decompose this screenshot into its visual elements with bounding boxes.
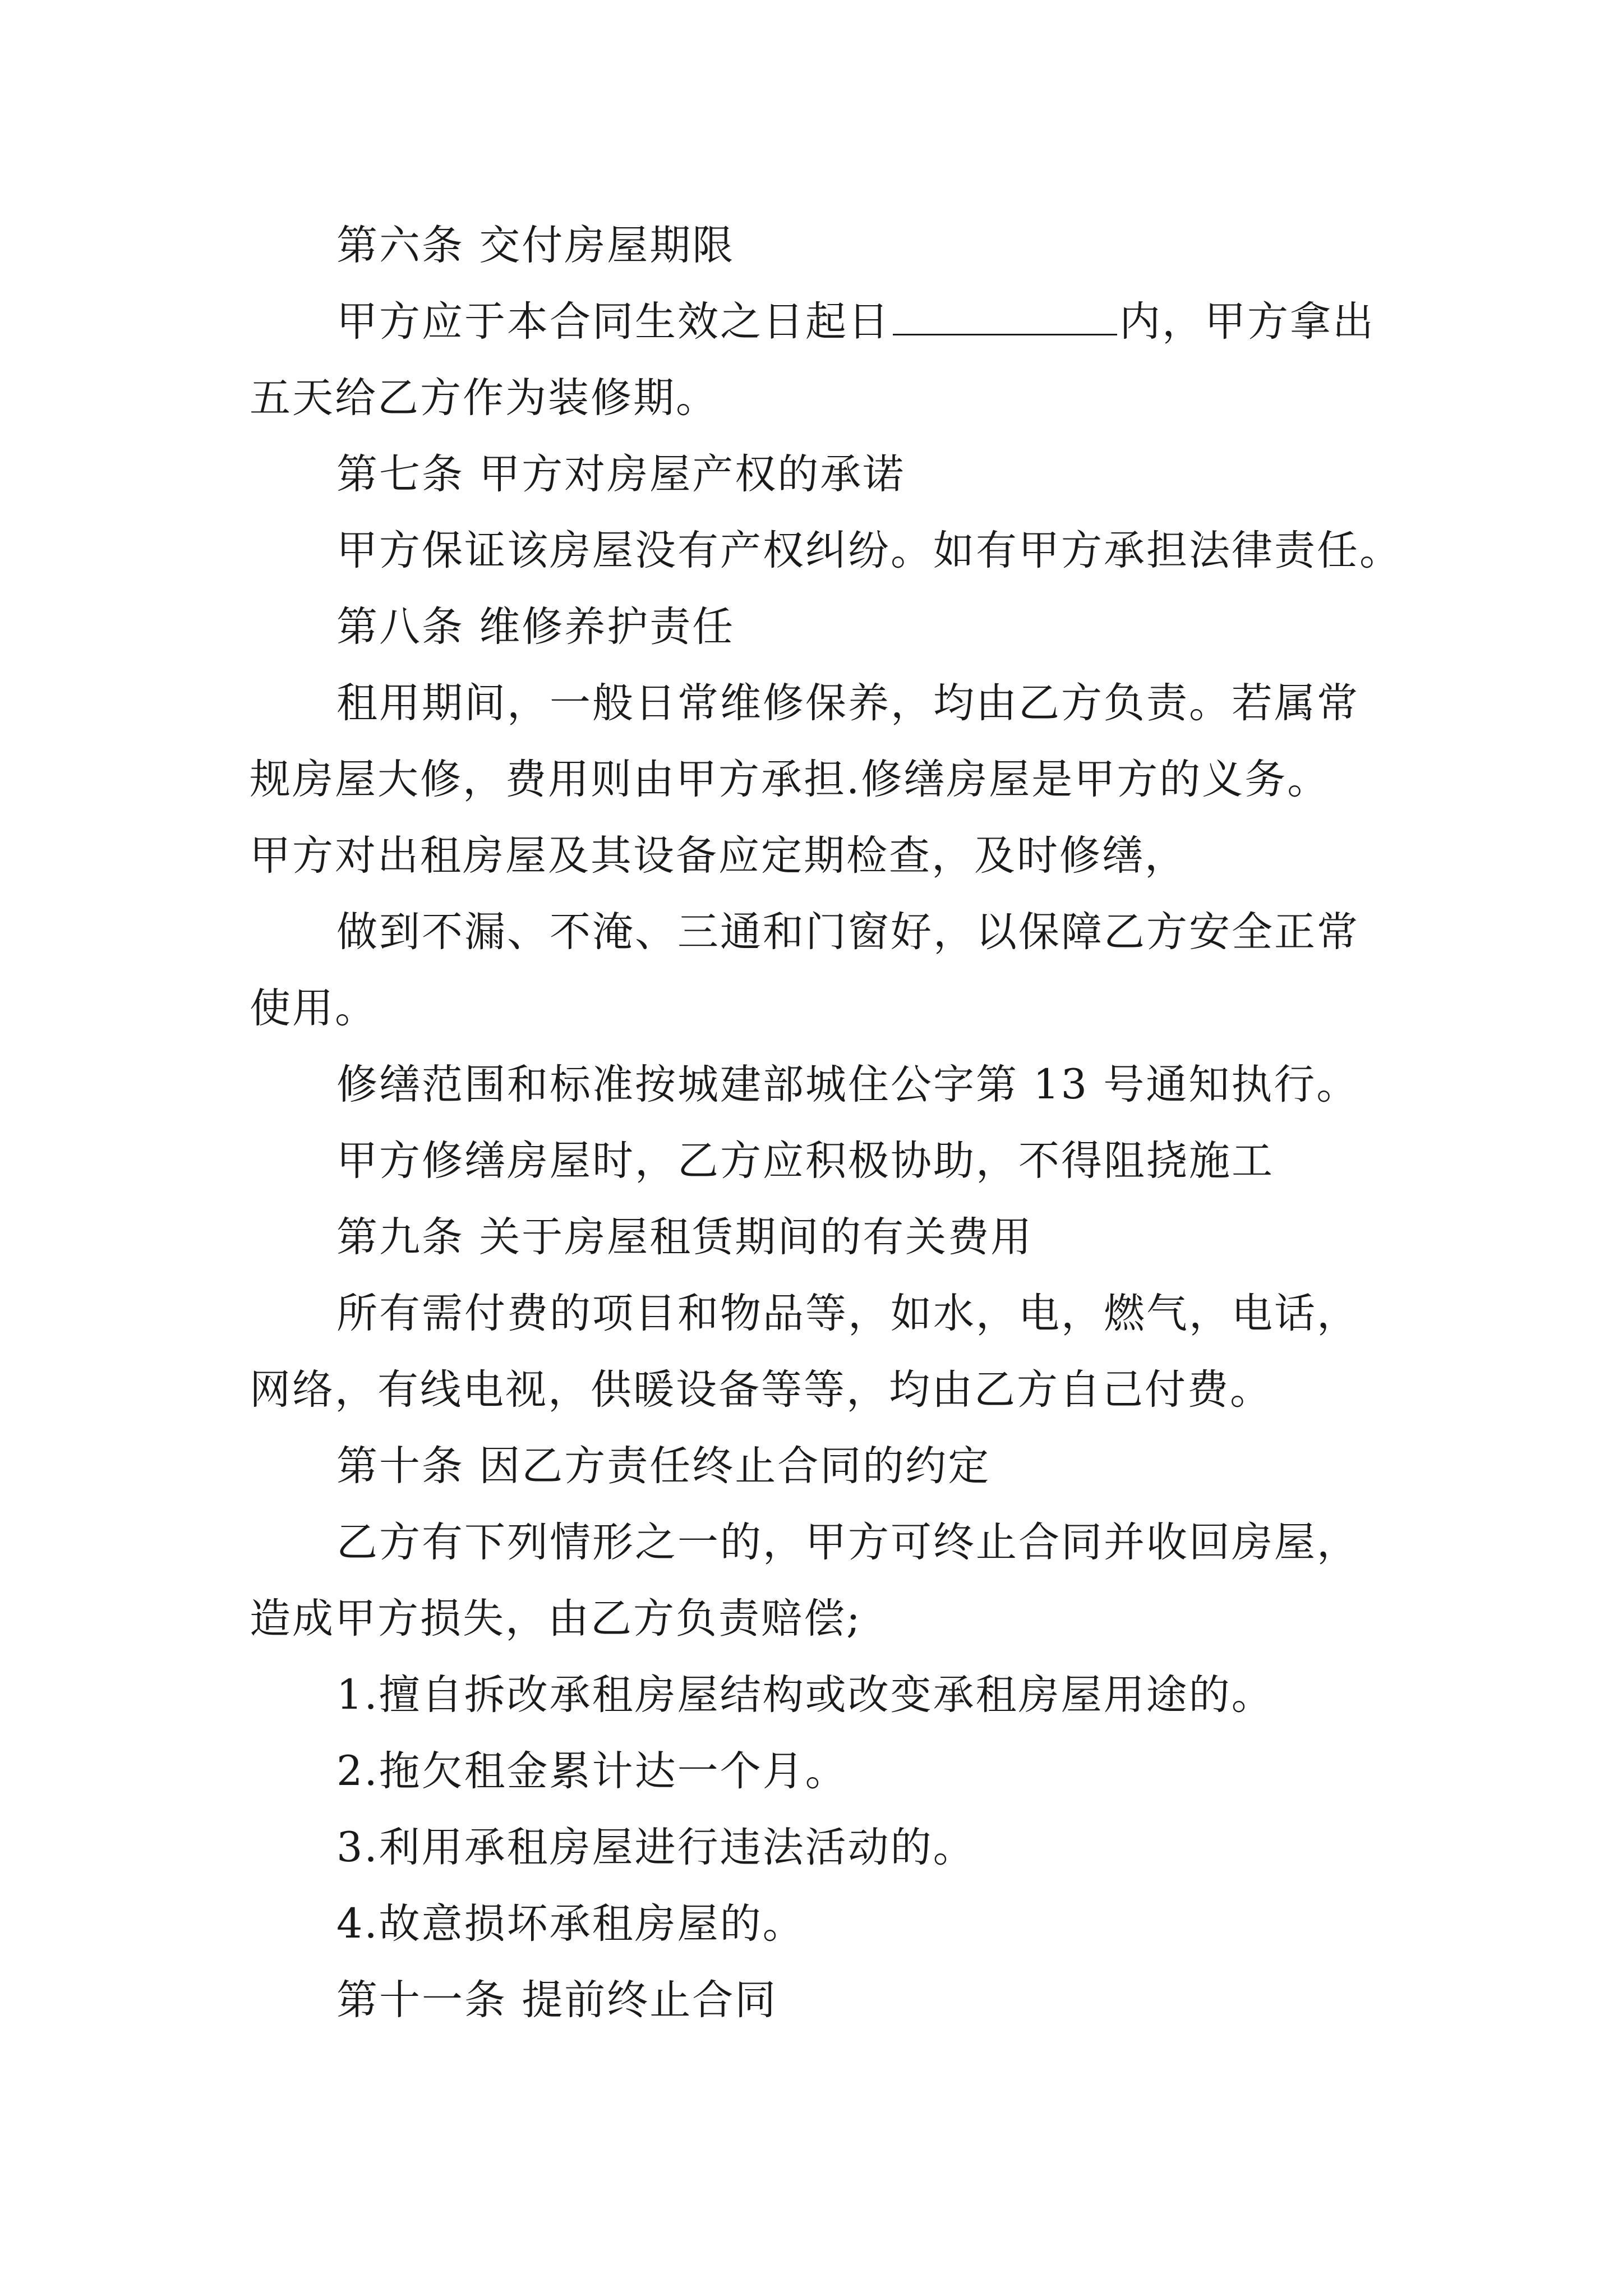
article-8-paragraph-line-2: 规房屋大修，费用则由甲方承担.修缮房屋是甲方的义务。 <box>250 756 1330 803</box>
article-10-item-3: 3.利用承租房屋进行违法活动的。 <box>336 1824 976 1871</box>
article-8-paragraph-line-1: 租用期间，一般日常维修保养，均由乙方负责。若属常 <box>336 679 1359 727</box>
article-7-paragraph: 甲方保证该房屋没有产权纠纷。如有甲方承担法律责任。 <box>336 527 1402 574</box>
article-8-paragraph-line-3: 甲方对出租房屋及其设备应定期检查，及时修缮， <box>250 832 1187 880</box>
article-8-paragraph-line-4: 做到不漏、不淹、三通和门窗好，以保障乙方安全正常 <box>336 908 1359 956</box>
article-8-heading: 第八条 维修养护责任 <box>336 603 735 651</box>
document-body <box>250 208 1402 2039</box>
article-6-text-after-blank: 内，甲方拿出 <box>1119 298 1375 346</box>
article-8-repair-standard: 修缮范围和标准按城建部城住公字第 13 号通知执行。 <box>336 1061 1359 1108</box>
article-6-text-before-blank: 甲方应于本合同生效之日起日 <box>336 298 891 346</box>
article-10-item-4: 4.故意损坏承租房屋的。 <box>336 1900 805 1948</box>
article-6-paragraph-line-2: 五天给乙方作为装修期。 <box>250 374 718 422</box>
article-8-paragraph-line-5: 使用。 <box>250 984 377 1032</box>
article-9-paragraph-line-2: 网络，有线电视，供暖设备等等，均由乙方自己付费。 <box>250 1366 1272 1414</box>
article-11-heading: 第十一条 提前终止合同 <box>336 1976 778 2024</box>
article-10-paragraph-line-1: 乙方有下列情形之一的，甲方可终止合同并收回房屋， <box>336 1519 1359 1566</box>
article-10-paragraph-line-2: 造成甲方损失，由乙方负责赔偿; <box>250 1595 862 1642</box>
article-6-paragraph-line-1 <box>250 284 1388 360</box>
article-9-heading: 第九条 关于房屋租赁期间的有关费用 <box>336 1213 1034 1261</box>
article-6-heading: 第六条 交付房屋期限 <box>336 222 735 269</box>
article-9-paragraph-line-1: 所有需付费的项目和物品等，如水，电，燃气，电话， <box>336 1290 1359 1337</box>
article-10-item-2: 2.拖欠租金累计达一个月。 <box>336 1747 848 1795</box>
article-10-item-1: 1.擅自拆改承租房屋结构或改变承租房屋用途的。 <box>336 1671 1274 1719</box>
article-10-heading: 第十条 因乙方责任终止合同的约定 <box>336 1442 991 1490</box>
article-8-cooperation: 甲方修缮房屋时，乙方应积极协助，不得阻挠施工 <box>336 1137 1274 1185</box>
article-7-heading: 第七条 甲方对房屋产权的承诺 <box>336 450 906 498</box>
fill-in-blank <box>893 300 1117 335</box>
